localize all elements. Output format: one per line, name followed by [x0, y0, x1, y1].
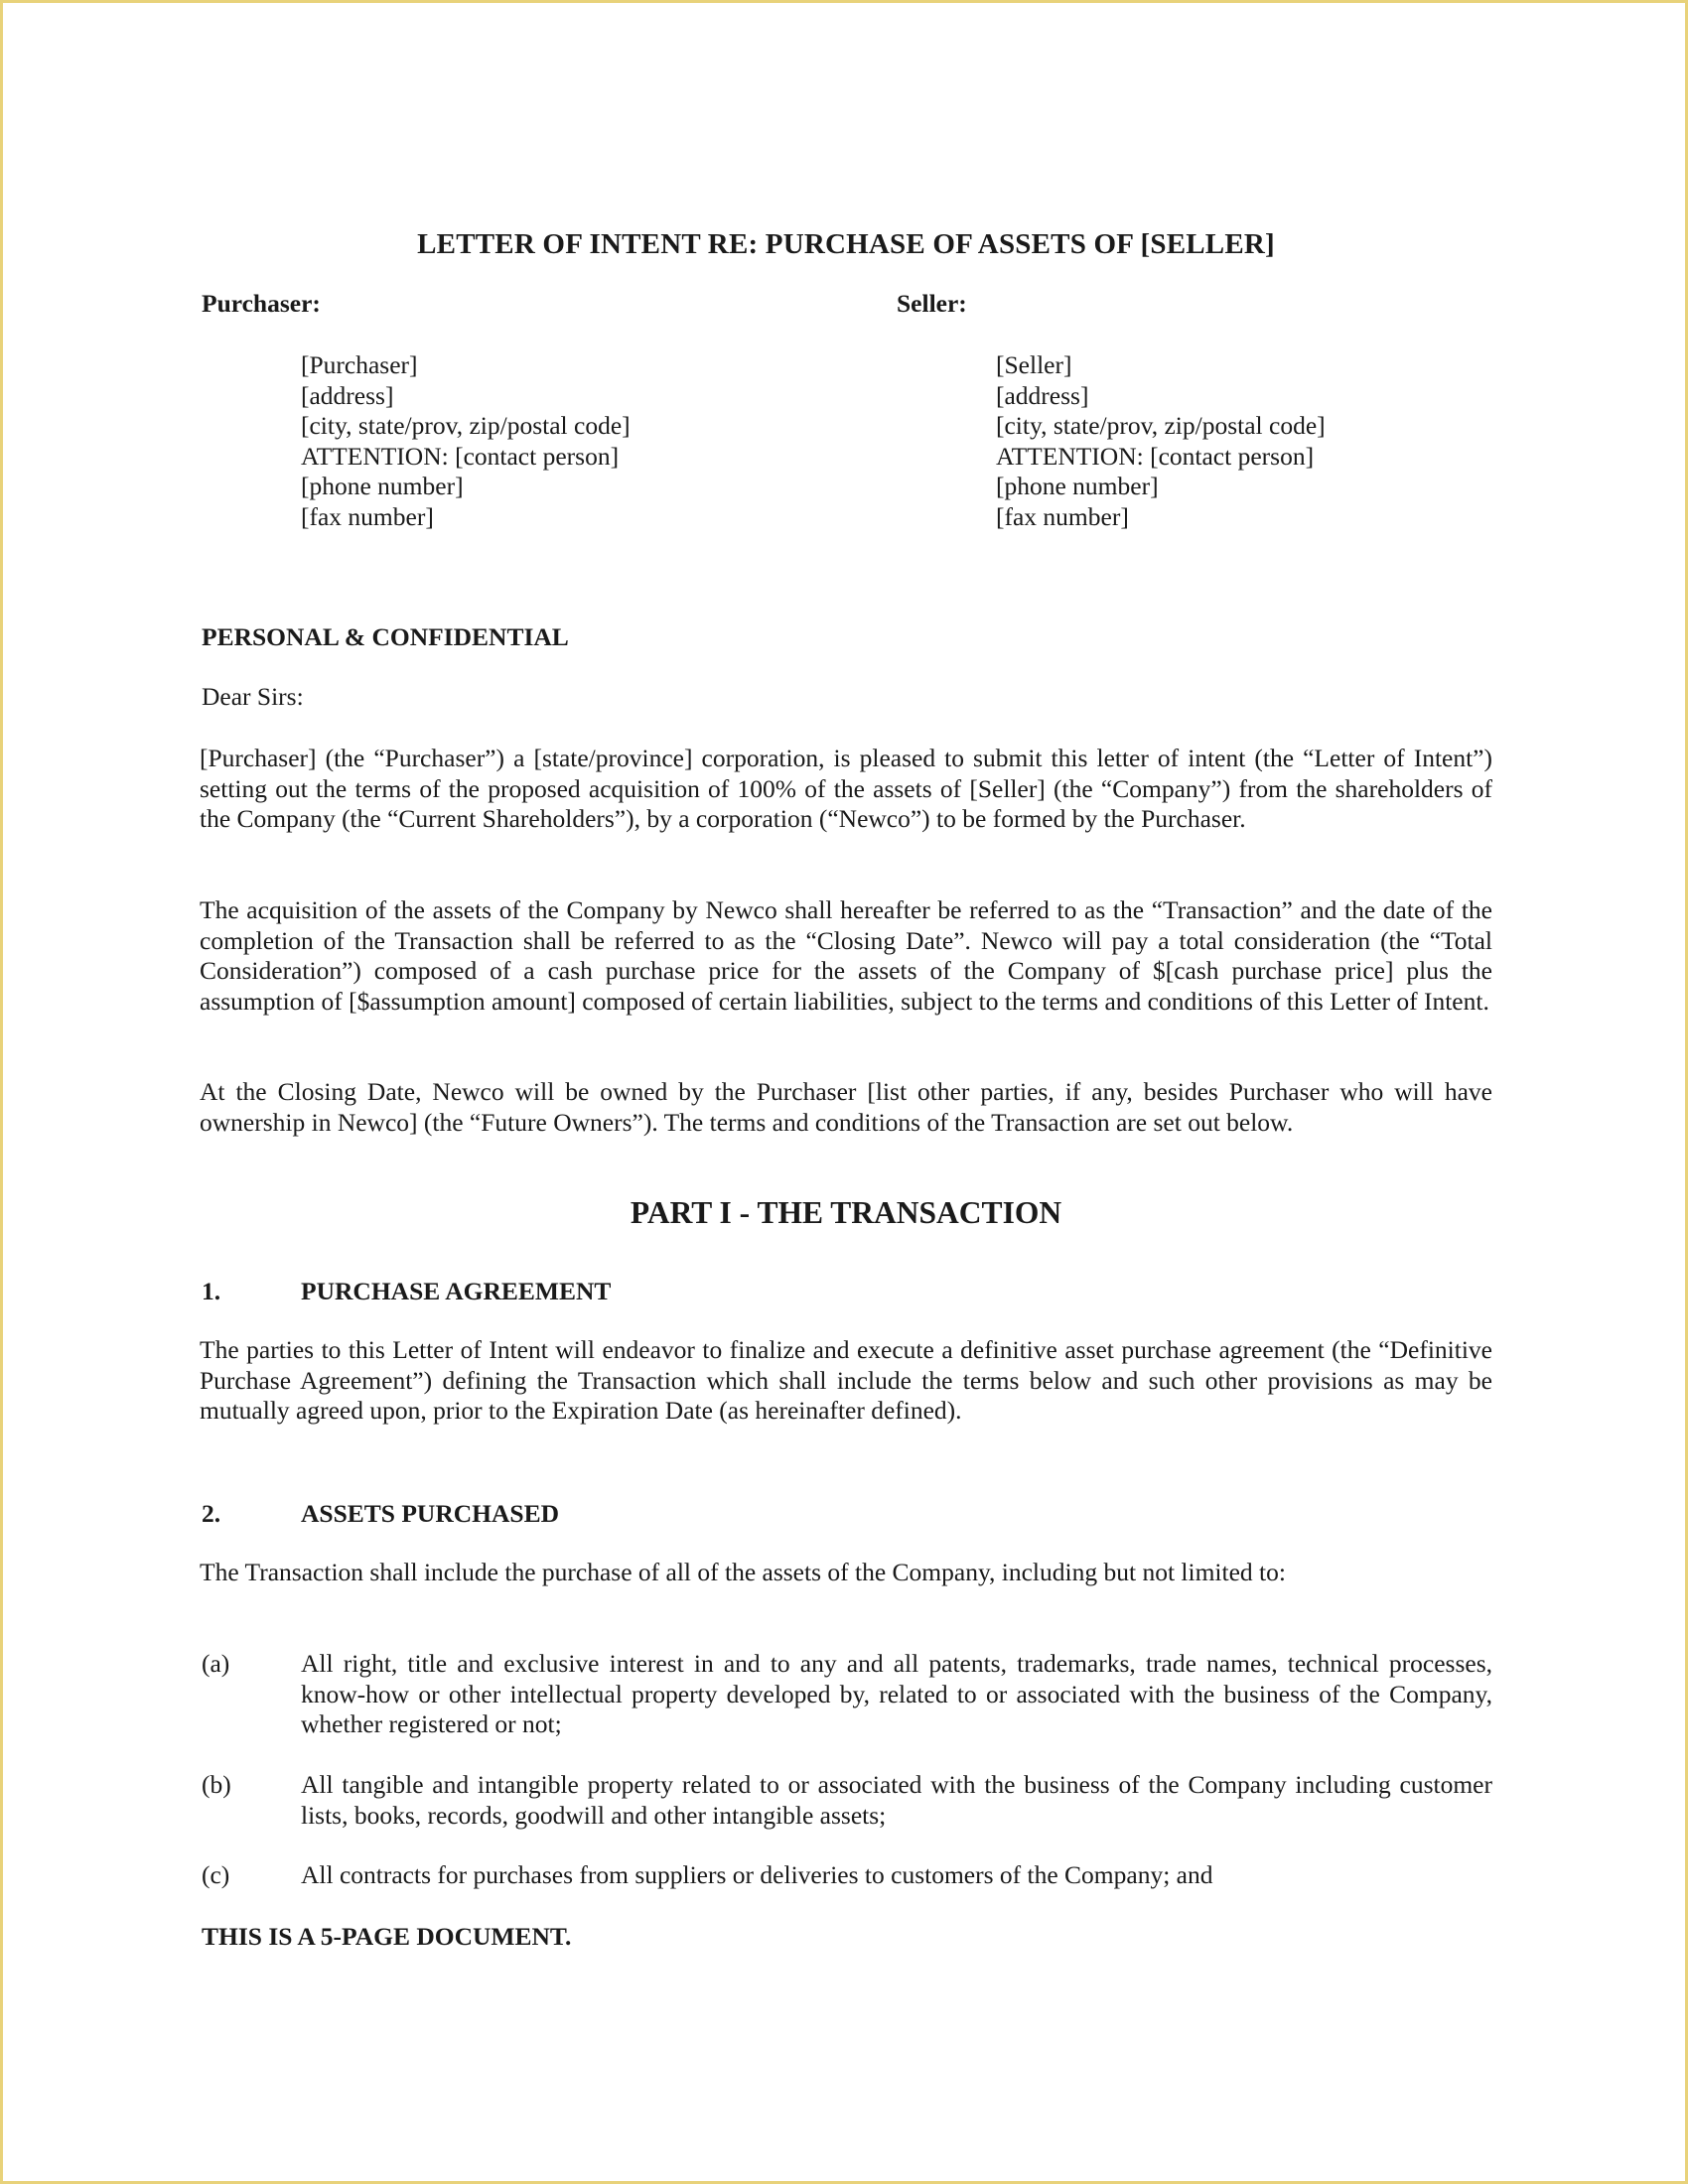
section-body: The parties to this Letter of Intent will endeavor to finalize and execute a definitive asset purchase agreement (the “Definitive Purchase Agreement”) defining the Transaction which shall include the terms below and such other provisions as may be mutually agreed upon, prior to the Expiration Date (as hereinafter defined). [200, 1335, 1492, 1425]
purchaser-address: [address] [301, 380, 394, 410]
purchaser-fax: [fax number] [301, 501, 434, 531]
purchaser-name: [Purchaser] [301, 350, 418, 379]
purchaser-address-block [301, 350, 631, 532]
section-number: 1. [202, 1277, 221, 1305]
intro-paragraph: [Purchaser] (the “Purchaser”) a [state/province] corporation, is pleased to submit this letter of intent (the “Letter of Intent”) setting out the terms of the proposed acquisition of 100% of the assets of [Seller] (the “Company”) from the shareholders of the Company (the “Current Shareholders”), by a corporation (“Newco”) to be formed by the Purchaser. [200, 744, 1492, 833]
section-body: The Transaction shall include the purchase of all of the assets of the Company, including but not limited to: [200, 1558, 1286, 1586]
section-title: ASSETS PURCHASED [301, 1499, 560, 1528]
closing-paragraph: At the Closing Date, Newco will be owned by the Purchaser [list other parties, if any, besides Purchaser who will have ownership in Newco] (the “Future Owners”). The terms and conditions of the Transaction are set out below. [200, 1077, 1492, 1137]
document-title: LETTER OF INTENT RE: PURCHASE OF ASSETS OF [SELLER] [417, 228, 1275, 260]
section-number: 2. [202, 1499, 221, 1528]
seller-phone: [phone number] [996, 472, 1159, 500]
page-count-note: THIS IS A 5-PAGE DOCUMENT. [202, 1922, 572, 1951]
confidential-heading: PERSONAL & CONFIDENTIAL [202, 622, 569, 651]
purchaser-label: Purchaser: [202, 289, 321, 318]
purchaser-attention: ATTENTION: [contact person] [301, 441, 620, 471]
seller-label: Seller: [897, 289, 967, 318]
purchaser-phone: [phone number] [301, 472, 464, 500]
list-item-text: All tangible and intangible property related to or associated with the business of the Company including customer lists, books, records, goodwill and other intangible assets; [301, 1770, 1492, 1830]
salutation: Dear Sirs: [202, 682, 304, 711]
list-item-label: (c) [202, 1860, 230, 1889]
section-title: PURCHASE AGREEMENT [301, 1277, 612, 1305]
seller-city-line: [city, state/prov, zip/postal code] [996, 411, 1326, 440]
part-heading: PART I - THE TRANSACTION [630, 1195, 1062, 1230]
seller-address: [address] [996, 380, 1089, 410]
list-item-label: (a) [202, 1649, 230, 1678]
seller-name: [Seller] [996, 350, 1072, 379]
transaction-paragraph: The acquisition of the assets of the Company by Newco shall hereafter be referred to as the “Transaction” and the date of the completion of the Transaction shall be referred to as the “Closing Date”. Newco will pay a total consideration (the “Total Consideration”) composed of a cash purchase price for the assets of the Company of $[cash purchase price] plus the assumption of [$assumption amount] composed of certain liabilities, subject to the terms and conditions of this Letter of Intent. [200, 895, 1492, 1016]
list-item-text: All contracts for purchases from suppliers or deliveries to customers of the Company; and [301, 1860, 1213, 1889]
purchaser-city-line: [city, state/prov, zip/postal code] [301, 411, 631, 440]
seller-attention: ATTENTION: [contact person] [996, 441, 1315, 471]
seller-address-block [996, 350, 1326, 532]
list-item-text: All right, title and exclusive interest in and to any and all patents, trademarks, trade names, technical processes, know-how or other intellectual property developed by, related to or associated with the business of the Company, whether registered or not; [301, 1649, 1492, 1738]
seller-fax: [fax number] [996, 501, 1129, 531]
list-item-label: (b) [202, 1770, 231, 1799]
